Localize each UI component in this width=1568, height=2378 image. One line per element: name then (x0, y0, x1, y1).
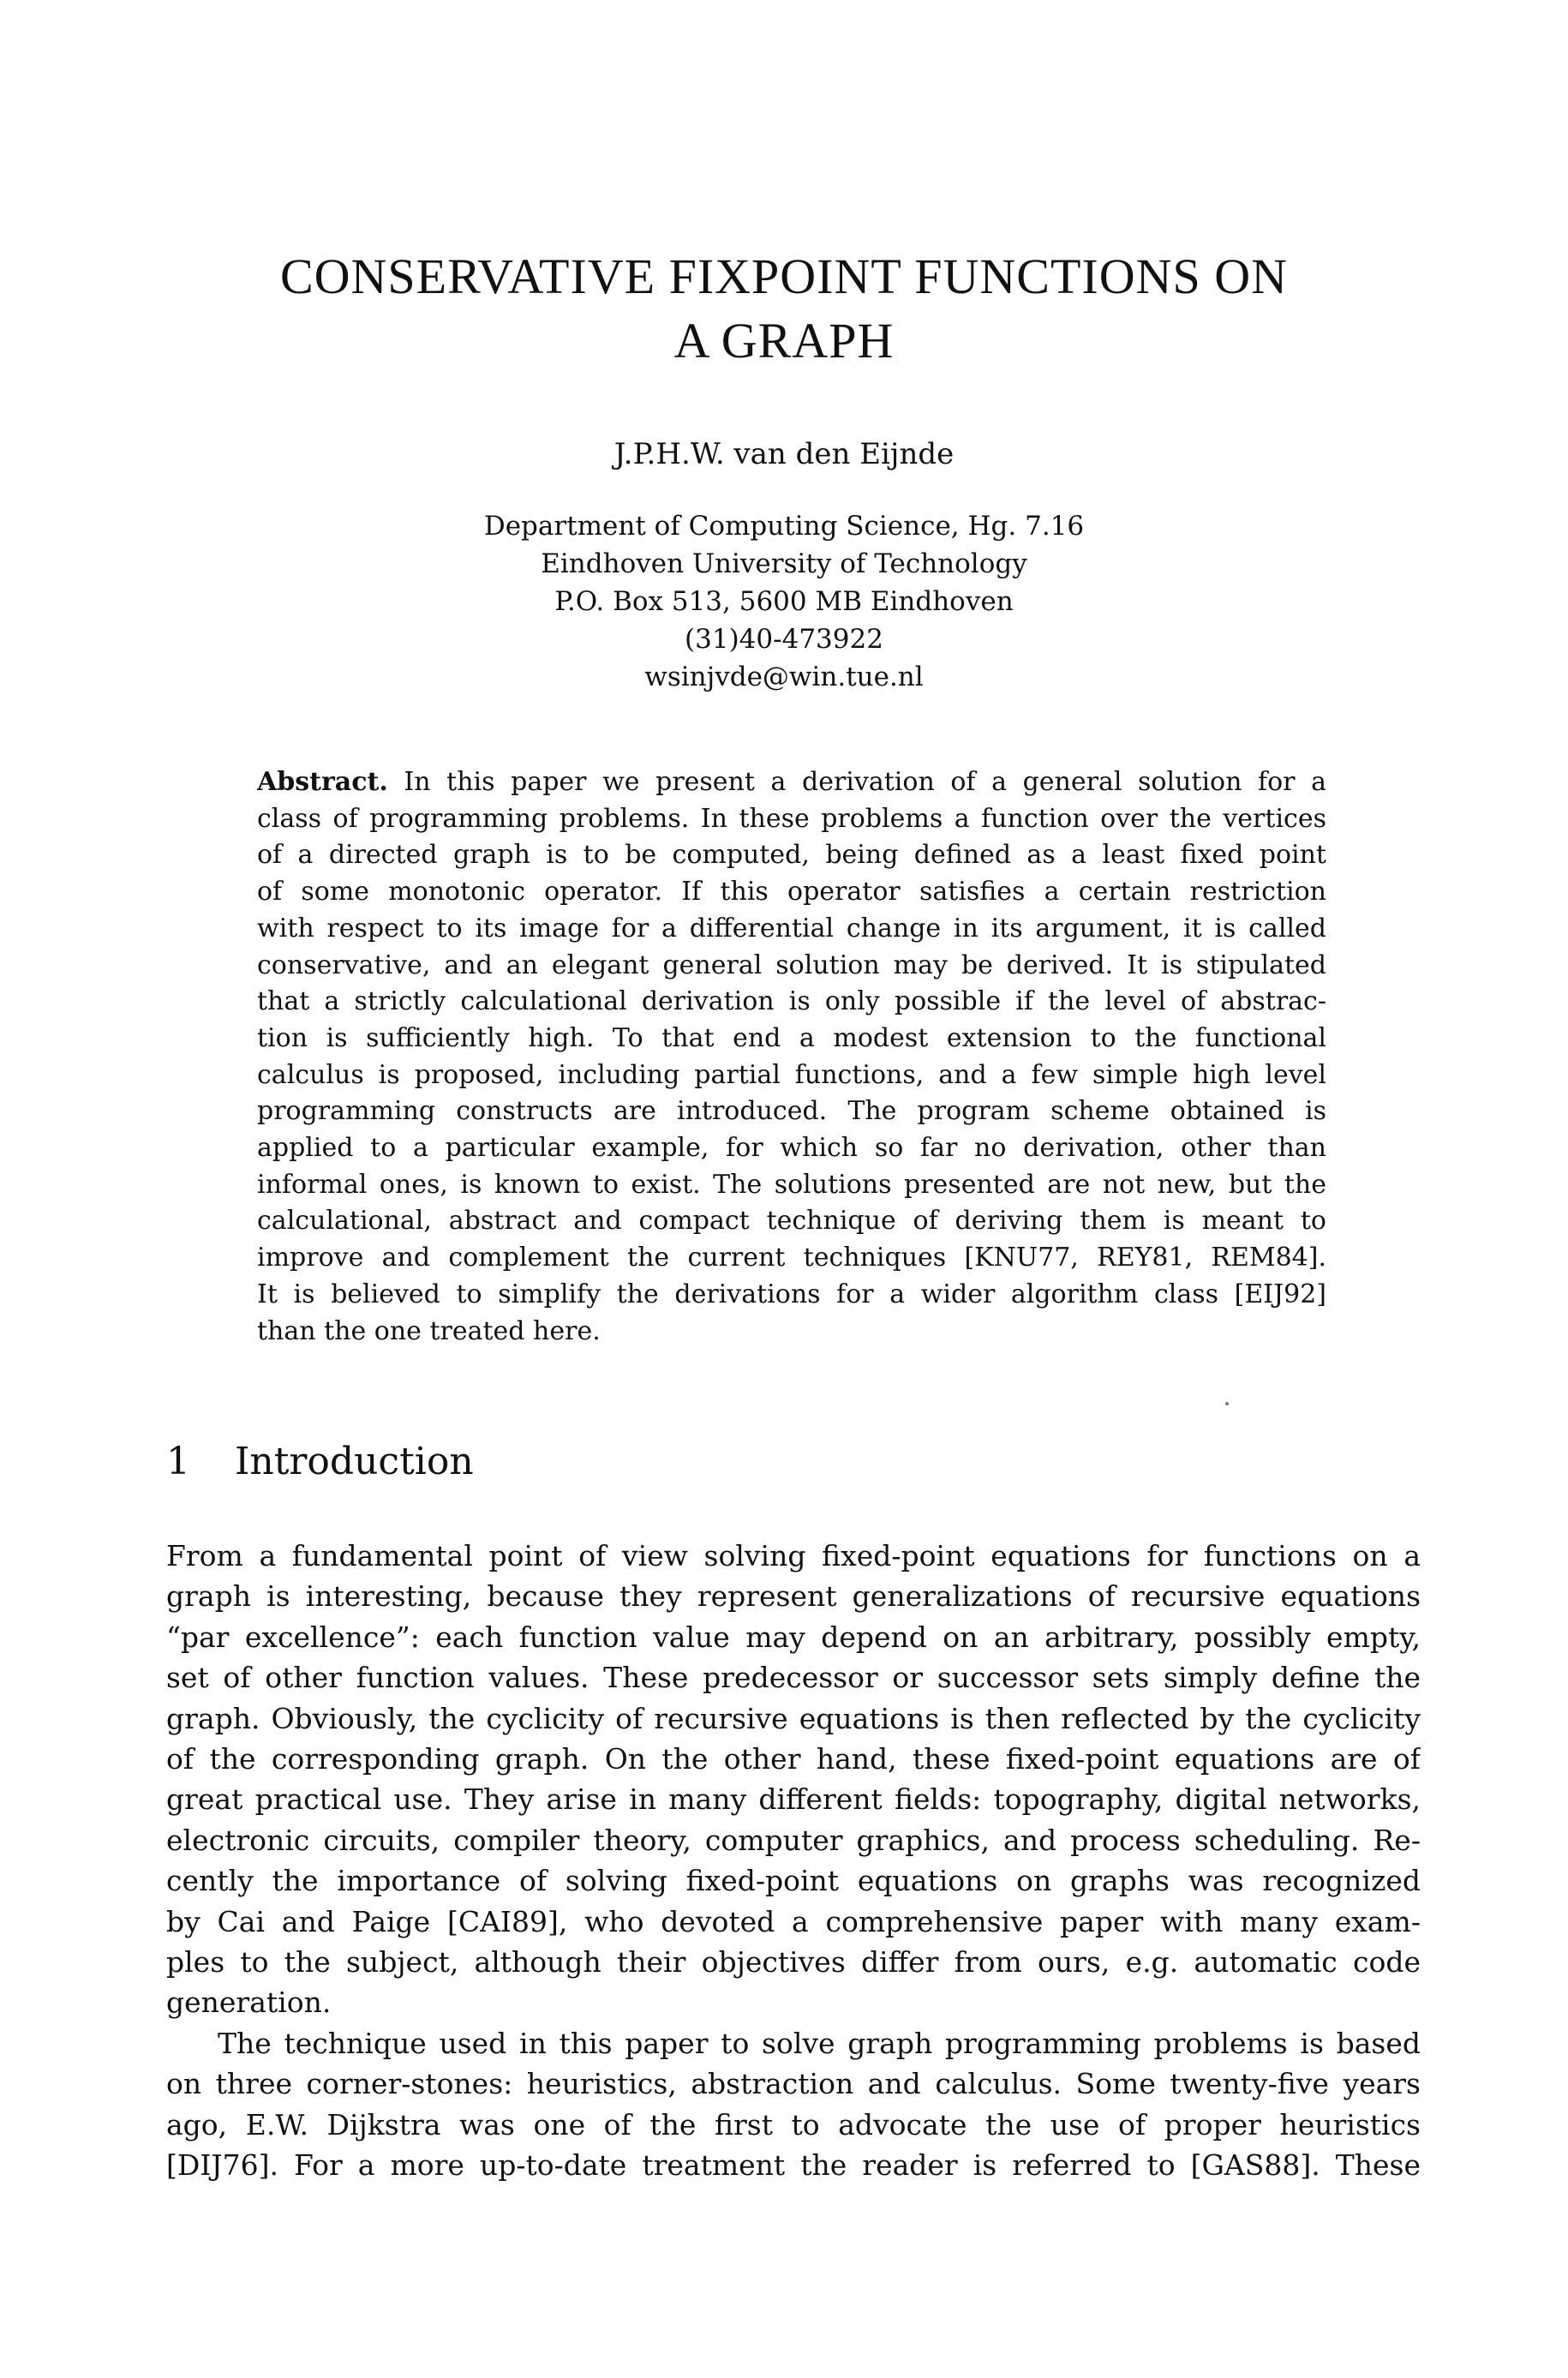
body-line: ples to the subject, although their objectives differ from ours, e.g. automatic code (166, 1945, 1421, 1980)
abstract-line: class of programming problems. In these problems a function over the vertices (257, 803, 1326, 834)
abstract-line: calculus is proposed, including partial functions, and a few simple high level (257, 1059, 1326, 1090)
affiliation-phone: (31)40-473922 (685, 624, 883, 655)
abstract-label: Abstract. (257, 767, 388, 797)
body-line: great practical use. They arise in many different fields: topography, digital networks, (166, 1782, 1421, 1817)
title-line-2: A GRAPH (673, 313, 895, 368)
abstract-line: conservative, and an elegant general solution may be derived. It is stipulated (257, 949, 1326, 980)
body-line: [DIJ76]. For a more up-to-date treatment the reader is referred to [GAS88]. These (166, 2148, 1421, 2183)
section-heading (166, 1440, 474, 1483)
abstract-line: informal ones, is known to exist. The solutions presented are not new, but the (257, 1169, 1326, 1200)
body-line: by Cai and Paige [CAI89], who devoted a comprehensive paper with many exam- (166, 1904, 1421, 1938)
body-line: generation. (166, 1986, 332, 2020)
body-line: set of other function values. These predecessor or successor sets simply define the (166, 1661, 1421, 1695)
section-title: Introduction (235, 1440, 474, 1483)
body-line: graph. Obviously, the cyclicity of recursive equations is then reflected by the cyclicity (166, 1701, 1421, 1735)
abstract-line: that a strictly calculational derivation is only possible if the level of abstrac- (257, 986, 1326, 1017)
body-line: From a fundamental point of view solving fixed-point equations for functions on a (166, 1539, 1421, 1572)
title-line-1: CONSERVATIVE FIXPOINT FUNCTIONS ON (279, 249, 1289, 304)
affiliation-email: wsinjvde@win.tue.nl (644, 662, 924, 692)
stray-dot-mark (1225, 1402, 1229, 1405)
abstract-line: of a directed graph is to be computed, being defined as a least fixed point (257, 840, 1326, 871)
introduction-body (166, 1536, 1421, 2186)
body-line: “par excellence”: each function value may depend on an arbitrary, possibly empty, (166, 1620, 1421, 1654)
abstract-line: with respect to its image for a differential change in its argument, it is called (257, 913, 1326, 943)
author-name: J.P.H.W. van den Eijnde (613, 437, 955, 471)
abstract-line: than the one treated here. (257, 1315, 601, 1346)
abstract-line: tion is sufficiently high. To that end a modest extension to the functional (257, 1022, 1326, 1053)
abstract-line: of some monotonic operator. If this operator satisfies a certain restriction (257, 877, 1326, 907)
abstract-line: calculational, abstract and compact technique of deriving them is meant to (257, 1206, 1326, 1237)
affiliation-block (0, 507, 1568, 696)
body-line: ago, E.W. Dijkstra was one of the first to advocate the use of proper heuristics (166, 2107, 1421, 2141)
abstract-line: improve and complement the current techniques [KNU77, REY81, REM84]. (257, 1243, 1326, 1273)
affiliation-university: Eindhoven University of Technology (541, 548, 1027, 579)
affiliation-address: P.O. Box 513, 5600 MB Eindhoven (554, 586, 1014, 617)
abstract-line: Abstract. In this paper we present a derivation of a general solution for a (257, 767, 1326, 797)
affiliation-department: Department of Computing Science, Hg. 7.16 (483, 511, 1085, 542)
abstract (257, 764, 1326, 1350)
paper-title (129, 244, 1439, 373)
abstract-line: It is believed to simplify the derivations for a wider algorithm class [EIJ92] (257, 1279, 1326, 1309)
body-line: of the corresponding graph. On the other hand, these fixed-point equations are of (166, 1742, 1421, 1776)
body-line: The technique used in this paper to solve graph programming problems is based (218, 2026, 1421, 2060)
body-line: electronic circuits, compiler theory, computer graphics, and process scheduling. Re- (166, 1823, 1421, 1857)
body-line: on three corner-stones: heuristics, abstraction and calculus. Some twenty-five years (166, 2067, 1421, 2101)
body-line: cently the importance of solving fixed-point equations on graphs was recognized (166, 1864, 1421, 1898)
body-line: graph is interesting, because they represent generalizations of recursive equations (166, 1579, 1421, 1614)
abstract-line: programming constructs are introduced. The program scheme obtained is (257, 1096, 1326, 1127)
abstract-line: applied to a particular example, for which so far no derivation, other than (257, 1133, 1326, 1164)
section-number: 1 (166, 1440, 190, 1483)
